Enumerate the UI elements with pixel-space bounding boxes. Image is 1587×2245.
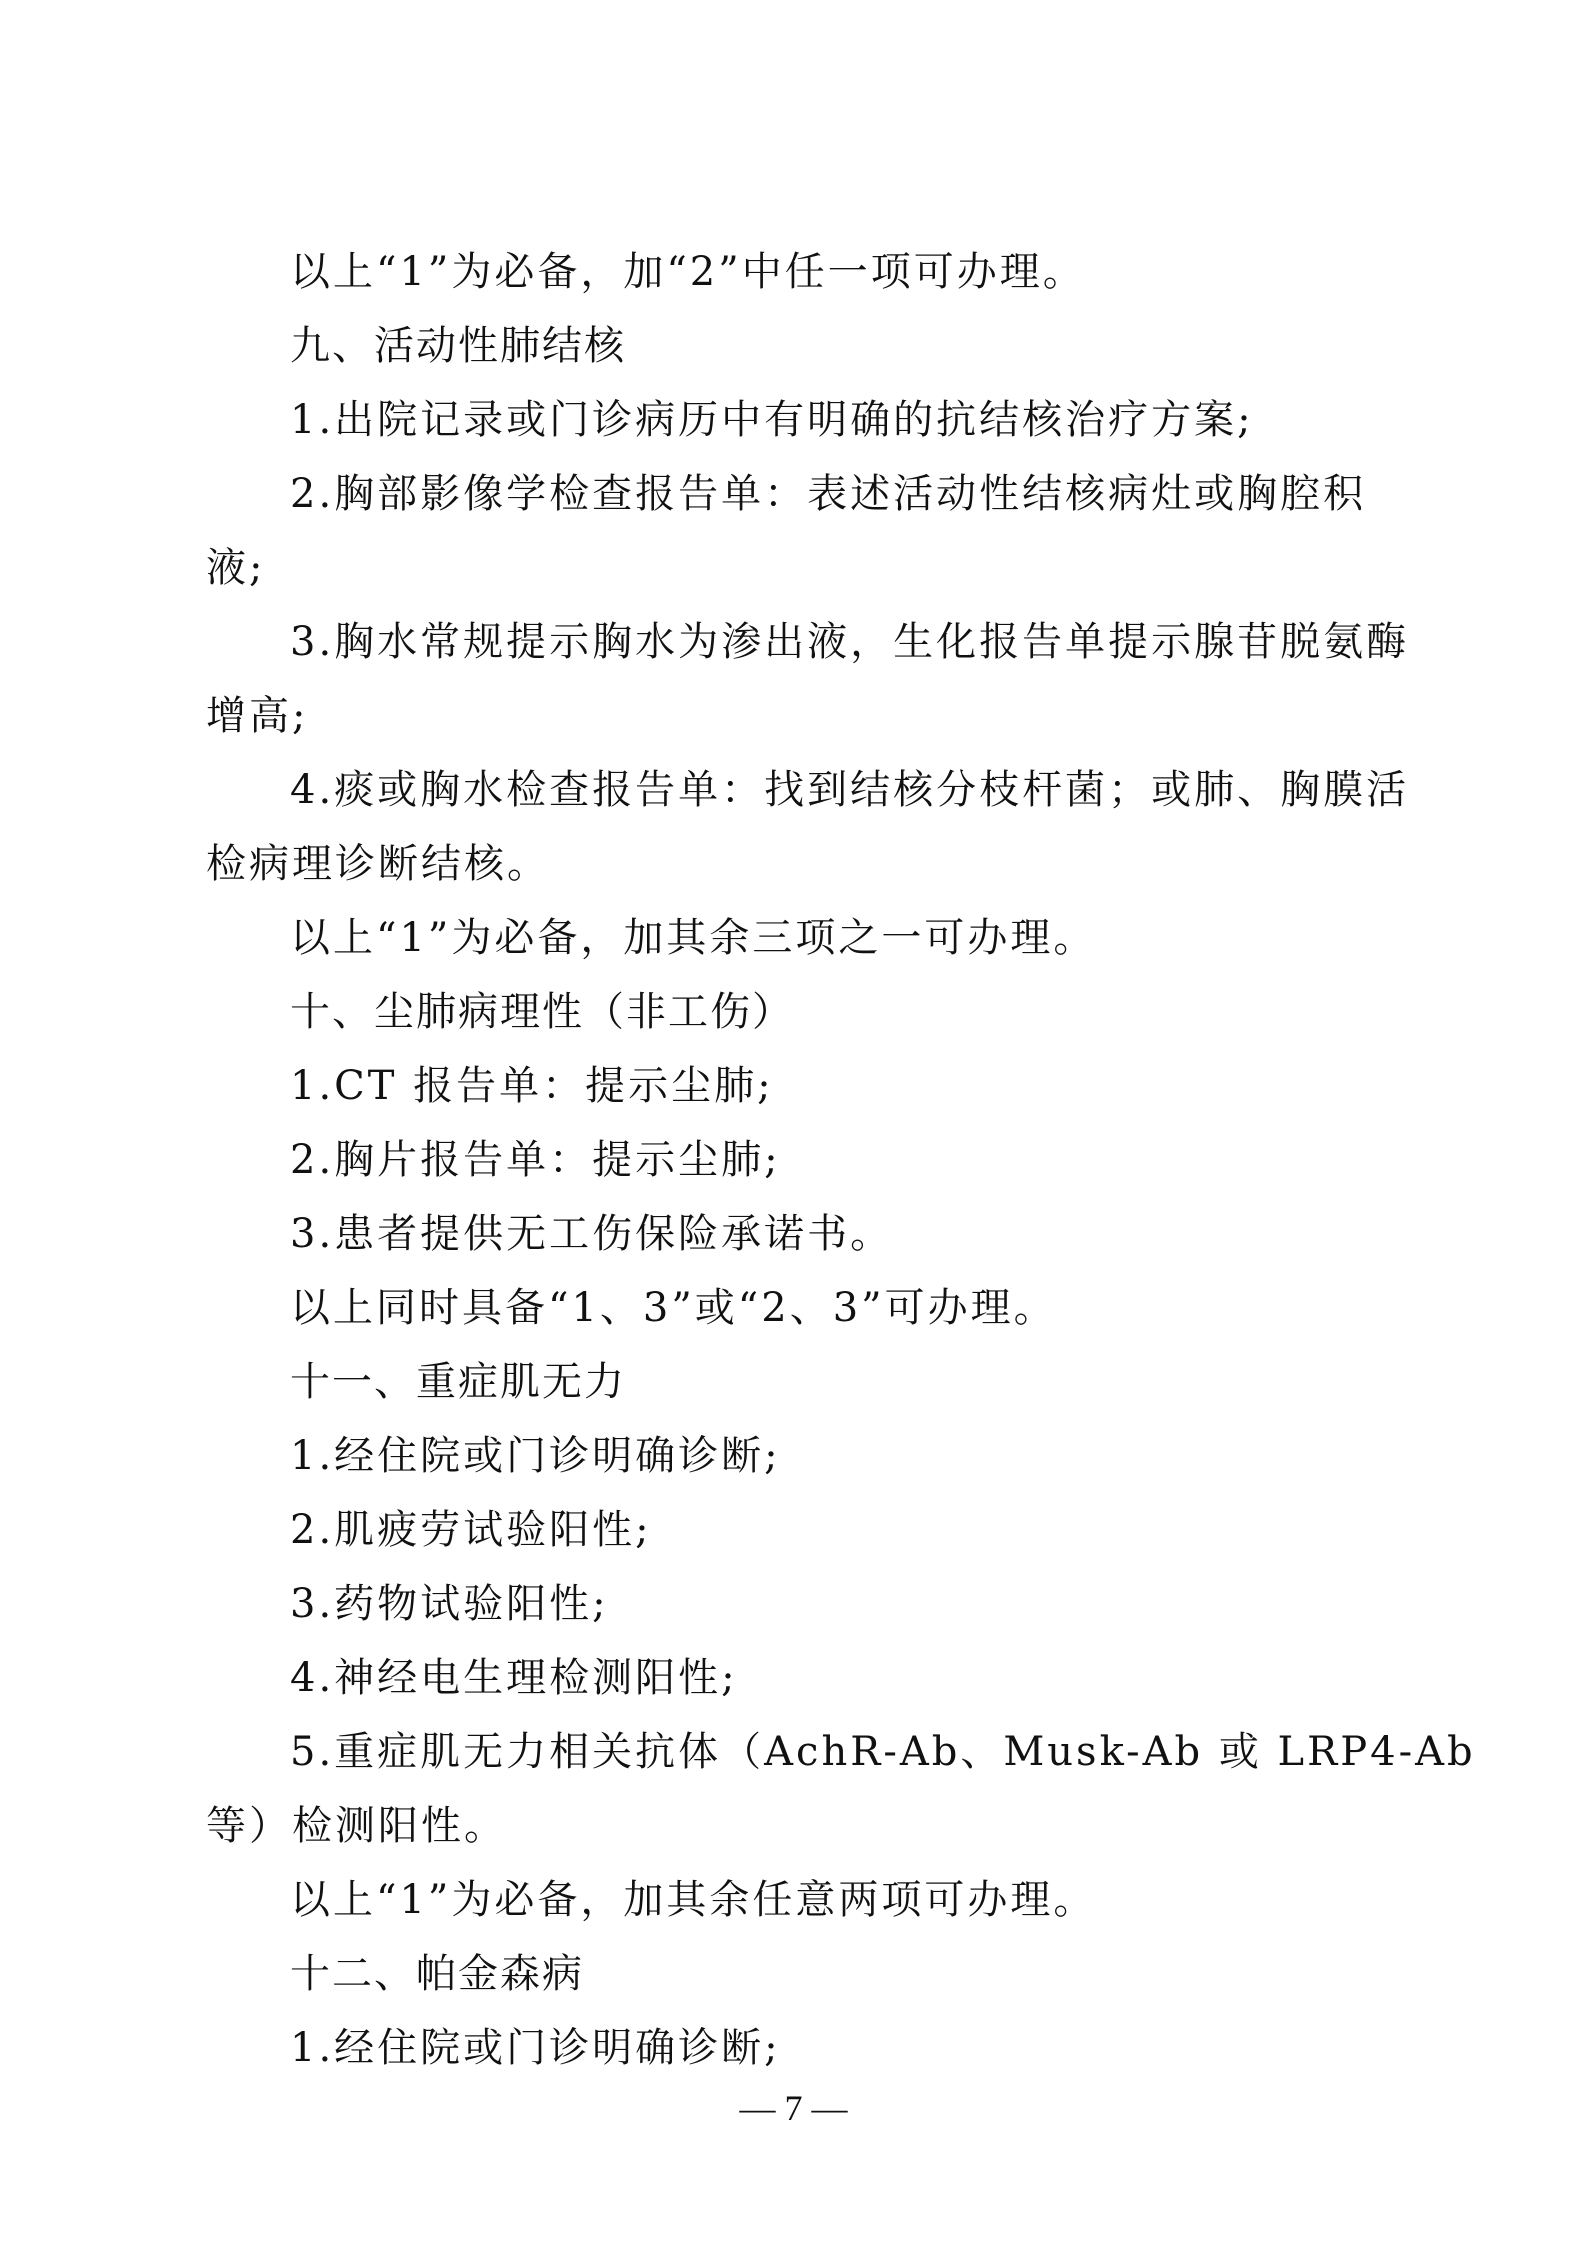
list-item-continuation: 增高;	[206, 693, 309, 739]
section-heading: 九、活动性肺结核	[290, 323, 626, 369]
list-item: 3.药物试验阳性;	[290, 1581, 609, 1627]
list-item: 1.经住院或门诊明确诊断;	[290, 1433, 781, 1479]
list-item: 2.肌疲劳试验阳性;	[290, 1507, 652, 1553]
section-heading: 十、尘肺病理性（非工伤）	[290, 989, 794, 1035]
list-item-continuation: 液;	[206, 545, 266, 591]
paragraph-line: 以上“1”为必备，加“2”中任一项可办理。	[290, 249, 1086, 295]
paragraph-line: 以上同时具备“1、3”或“2、3”可办理。	[290, 1285, 1057, 1331]
list-item-continuation: 检病理诊断结核。	[206, 841, 550, 887]
list-item: 1.CT 报告单：提示尘肺;	[290, 1063, 774, 1109]
paragraph-line: 以上“1”为必备，加其余三项之一可办理。	[290, 915, 1097, 961]
list-item: 3.胸水常规提示胸水为渗出液，生化报告单提示腺苷脱氨酶	[290, 619, 1410, 665]
list-item: 1.出院记录或门诊病历中有明确的抗结核治疗方案;	[290, 397, 1254, 443]
list-item: 2.胸部影像学检查报告单：表述活动性结核病灶或胸腔积	[290, 471, 1367, 517]
list-item: 3.患者提供无工伤保险承诺书。	[290, 1211, 894, 1257]
page-number: — 7 —	[739, 2088, 848, 2128]
paragraph-line: 以上“1”为必备，加其余任意两项可办理。	[290, 1877, 1097, 1923]
list-item: 2.胸片报告单：提示尘肺;	[290, 1137, 781, 1183]
list-item: 5.重症肌无力相关抗体（AchR-Ab、Musk-Ab 或 LRP4-Ab	[290, 1729, 1476, 1775]
list-item: 1.经住院或门诊明确诊断;	[290, 2025, 781, 2071]
list-item-continuation: 等）检测阳性。	[206, 1803, 507, 1849]
list-item: 4.痰或胸水检查报告单：找到结核分枝杆菌；或肺、胸膜活	[290, 767, 1410, 813]
list-item: 4.神经电生理检测阳性;	[290, 1655, 738, 1701]
section-heading: 十二、帕金森病	[290, 1951, 584, 1997]
section-heading: 十一、重症肌无力	[290, 1359, 626, 1405]
